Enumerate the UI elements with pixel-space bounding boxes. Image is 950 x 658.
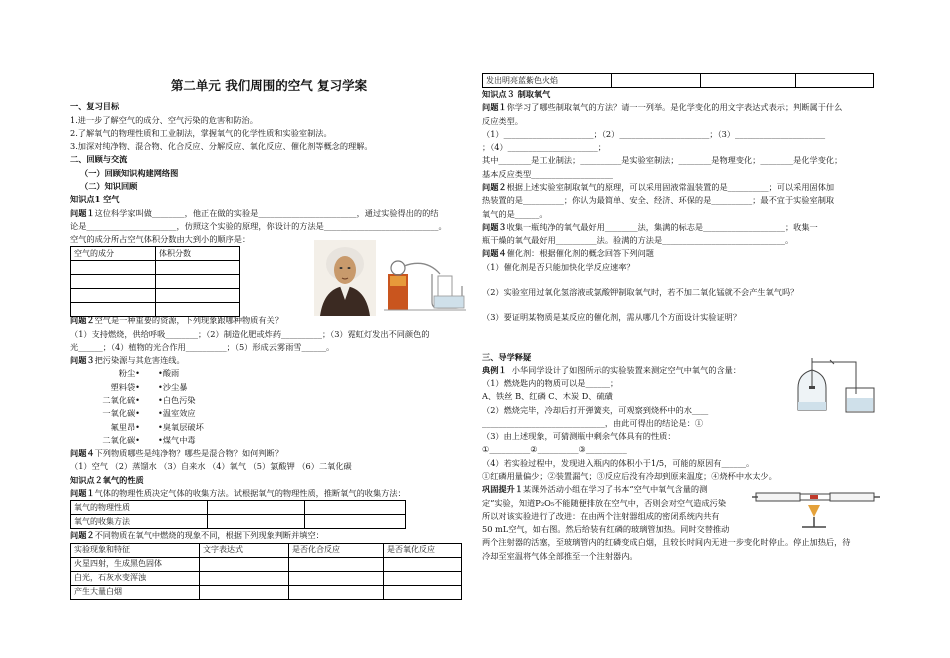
example-1-line-1: 典例１ 小华同学设计了如图所示的实验装置来测定空气中氧气的含量： bbox=[482, 364, 742, 375]
exercise-1-line-2: 定”实验，知道P₂O₅不能随便排放在空气中，否则会对空气造成污染 bbox=[482, 497, 727, 508]
syringe-apparatus-image bbox=[752, 483, 880, 529]
example-1-options: A、铁丝 B、红磷 C、木炭 D、硫磺 bbox=[482, 391, 613, 402]
exercise-1-line-5: 两个注射器的活塞，至玻璃管内的红磷变成白烟，且较长时间内无进一步变化时停止。停止加热后，待 bbox=[482, 537, 851, 548]
r-question-1-line-1: 问题１你学习了哪些制取氧气的方法？请一一列举。是化学变化的用文字表达式表示；判断属于什么 bbox=[482, 102, 843, 113]
physical-table-cell[interactable] bbox=[305, 501, 406, 515]
subsection-1: （一）回顾知识构建网络图 bbox=[80, 167, 179, 178]
r-question-2-line-3: 氧气的是______。 bbox=[482, 208, 548, 219]
pollution-harm[interactable]: •酸雨 bbox=[158, 368, 180, 379]
air-table-cell[interactable] bbox=[156, 289, 240, 303]
example-1-line-5: ______________________________，由此可得出的结论是：① bbox=[482, 417, 704, 428]
air-table-cell[interactable] bbox=[71, 303, 156, 317]
question-1-line-1: 问题１这位科学家叫做________，他正在做的实验是________________________，通过实验得出的的结 bbox=[70, 207, 439, 218]
matching-row bbox=[70, 421, 468, 434]
r-question-1-line-2: 反应类型。 bbox=[482, 115, 523, 126]
burning-phenomena-table bbox=[70, 543, 462, 600]
goal-2: 2.了解氧气的物理性质和工业制法，掌握氧气的化学性质和实验室制法。 bbox=[70, 127, 332, 138]
air-table-cell[interactable] bbox=[71, 275, 156, 289]
question-5-line-1: 问题１气体的物理性质决定气体的收集方法。试根据氧气的物理性质，推断氧气的收集方法： bbox=[70, 488, 406, 498]
question-2-line-2: （1）支持燃烧，供给呼吸________；（2）制造化肥或炸药__________；（3）霓虹灯发出不同颜色的 bbox=[70, 328, 430, 339]
pollutant-source[interactable]: 二氧化硫• bbox=[102, 395, 140, 406]
section-2-heading: 二、回顾与交流 bbox=[70, 154, 128, 165]
matching-row bbox=[70, 381, 468, 394]
oxygen-physical-table bbox=[70, 500, 406, 529]
r-question-3-line-1: 问题３收集一瓶纯净的氧气最好用________法，集满的标志是____________________；收集一 bbox=[482, 221, 818, 232]
air-composition-table bbox=[70, 246, 240, 317]
burn-table-cell[interactable] bbox=[701, 74, 796, 88]
pollutant-source[interactable]: 粉尘• bbox=[118, 368, 140, 379]
pollution-harm[interactable]: •白色污染 bbox=[158, 395, 196, 406]
burn-phenomenon: 产生大量白烟 bbox=[71, 585, 200, 599]
question-2-line-3: 光______；（4）植物的光合作用__________；（5）形成云雾雨雪______。 bbox=[70, 341, 335, 352]
pollution-harm[interactable]: •沙尘暴 bbox=[158, 381, 188, 392]
knowledge-point-2: 知识点２氧气的性质 bbox=[70, 474, 144, 485]
r-question-2-line-1: 问题２根据上述实验室制取氧气的原理，可以采用固液常温装置的是__________；可以采用固体加 bbox=[482, 181, 835, 192]
section-3-heading: 三、导学释疑 bbox=[482, 351, 532, 362]
air-table-cell[interactable] bbox=[156, 261, 240, 275]
burn-table-header: 是否化合反应 bbox=[289, 543, 384, 557]
knowledge-point-1: 知识点1 空气 bbox=[70, 194, 120, 205]
right-column bbox=[482, 73, 882, 563]
r-question-4-line-1: 问题４催化剂：根据催化剂的概念回答下列问题 bbox=[482, 248, 654, 259]
burn-table-cell[interactable] bbox=[384, 557, 462, 571]
burn-table-cell[interactable] bbox=[200, 585, 289, 599]
question-3-line-1: 问题３把污染源与其危害连线。 bbox=[70, 355, 185, 366]
matching-row bbox=[70, 434, 468, 447]
burn-table-cell[interactable] bbox=[796, 74, 874, 88]
r-question-1-line-3: （1）______________________；（2）______________________；（3）______________________ bbox=[482, 128, 826, 139]
r-question-1-line-4: ；（4）______________________； bbox=[482, 142, 606, 153]
catalyst-question-3: （3）要证明某物质是某反应的催化剂，需从哪几个方面设计实验证明？ bbox=[482, 312, 742, 323]
air-table-header-volume: 体积分数 bbox=[156, 247, 240, 261]
physical-table-cell[interactable] bbox=[208, 501, 305, 515]
document-title: 第二单元 我们周围的空气 复习学案 bbox=[170, 78, 368, 93]
air-table-cell[interactable] bbox=[156, 303, 240, 317]
question-2-line-1: 问题２空气是一种重要的资源，下列现象跟哪种物质有关？ bbox=[70, 315, 283, 326]
scientist-portrait-image bbox=[314, 240, 376, 316]
section-1-heading: 一、复习目标 bbox=[70, 101, 120, 112]
question-6-line-1: 问题２不同物质在氧气中燃烧的现象不同，根据下列现象判断并填空： bbox=[70, 530, 324, 541]
burn-table-header: 文字表达式 bbox=[200, 543, 289, 557]
goal-3: 3.加深对纯净物、混合物、化合反应、分解反应、氧化反应、催化剂等概念的理解。 bbox=[70, 141, 373, 152]
matching-row bbox=[70, 394, 468, 407]
air-table-cell[interactable] bbox=[71, 261, 156, 275]
burn-table-cell[interactable] bbox=[289, 585, 384, 599]
example-1-line-6: （3）由上述现象，可猜测瓶中剩余气体具有的性质： bbox=[482, 431, 676, 442]
pollutant-source[interactable]: 氟里昂• bbox=[110, 421, 140, 432]
pollutant-source[interactable]: 二氧化碳• bbox=[102, 434, 140, 445]
pollution-harm[interactable]: •煤气中毒 bbox=[158, 434, 196, 445]
catalyst-question-1: （1）催化剂是否只能加快化学反应速率？ bbox=[482, 261, 635, 272]
oxygen-measurement-apparatus-image bbox=[792, 358, 880, 416]
matching-row bbox=[70, 367, 468, 380]
question-4-line-1: 问题４下列物质哪些是纯净物？哪些是混合物？如何判断？ bbox=[70, 448, 283, 459]
physical-table-cell[interactable] bbox=[305, 515, 406, 529]
burn-table-cell[interactable] bbox=[289, 557, 384, 571]
pollutant-source[interactable]: 塑料袋• bbox=[110, 381, 140, 392]
pollutant-source[interactable]: 一氧化碳• bbox=[102, 408, 140, 419]
example-1-line-2: （1）燃烧匙内的物质可以是______； bbox=[482, 378, 619, 389]
example-1-line-4: （2）燃烧完毕，冷却后打开弹簧夹，可观察到烧杯中的水____ bbox=[482, 404, 709, 415]
subsection-2: （二）知识回顾 bbox=[80, 180, 138, 191]
question-1-line-3: 空气的成分所占空气体积分数由大到小的顺序是： bbox=[70, 234, 251, 245]
exercise-1-line-6: 冷却至室温将气体全部推至一个注射器内。 bbox=[482, 550, 638, 561]
pollution-harm[interactable]: •臭氧层破坏 bbox=[158, 421, 204, 432]
burn-table-header: 实验现象和特征 bbox=[71, 543, 200, 557]
burn-table-cell[interactable] bbox=[384, 571, 462, 585]
catalyst-question-2: （2）实验室用过氧化氢溶液或氯酸钾制取氧气时，若不加二氧化锰就不会产生氧气吗？ bbox=[482, 286, 799, 297]
burn-table-cell[interactable] bbox=[200, 571, 289, 585]
question-1-line-2: 论是______________________，仿照这个实验的原理，你设计的方法是____________________________。 bbox=[70, 220, 447, 231]
question-4-line-2: （1）空气 （2）蒸馏水 （3）自来水 （4）氧气 （5）氯酸钾 （6）二氧化碳 bbox=[70, 461, 352, 472]
burn-table-cell[interactable] bbox=[200, 557, 289, 571]
example-1-line-7: ①__________②__________③__________ bbox=[482, 444, 627, 455]
burn-phenomenon: 发出明亮蓝紫色火焰 bbox=[483, 74, 612, 88]
burn-phenomenon: 火星四射，生成黑色固体 bbox=[71, 557, 200, 571]
exercise-1-line-4: 50 mL空气，如右图。然后给装有红磷的玻璃管加热。同时交替推动 bbox=[482, 524, 730, 535]
lavoisier-apparatus-image bbox=[382, 252, 468, 314]
air-table-cell[interactable] bbox=[71, 289, 156, 303]
collection-method-label: 氧气的收集方法 bbox=[71, 515, 208, 529]
burn-table-cell[interactable] bbox=[289, 571, 384, 585]
pollution-matching-list bbox=[70, 367, 468, 447]
knowledge-point-3: 知识点３ 制取氧气 bbox=[482, 89, 551, 99]
r-question-3-line-2: 瓶干燥的氧气最好用__________法。验满的方法是______________________________。 bbox=[482, 235, 794, 246]
exercise-1-line-1: 巩固提升１某课外活动小组在学习了书本“空气中氧气含量的测 bbox=[482, 484, 708, 495]
burn-table-cell[interactable] bbox=[612, 74, 701, 88]
left-column bbox=[70, 0, 468, 600]
example-1-line-8: （4）若实验过程中，发现进入瓶内的体积小于1/5，可能的原因有______。 bbox=[482, 457, 755, 468]
burn-table-header: 是否氧化反应 bbox=[384, 543, 462, 557]
physical-property-label: 氧气的物理性质 bbox=[71, 501, 208, 515]
burn-phenomenon: 白光，石灰水变浑浊 bbox=[71, 571, 200, 585]
r-question-2-line-2: 热装置的是__________；你认为最简单、安全、经济、环保的是__________；最不宜于实验室制取 bbox=[482, 195, 835, 206]
exercise-1-line-3: 所以对该实验进行了改进：在由两个注射器组成的密闭系统内共有 bbox=[482, 510, 720, 521]
r-question-1-line-6: 基本反应类型____________________ bbox=[482, 168, 614, 179]
r-question-1-line-5: 其中________是工业制法；__________是实验室制法；________是物理变化；________是化学变化； bbox=[482, 155, 843, 166]
pollution-harm[interactable]: •温室效应 bbox=[158, 408, 196, 419]
air-table-header-component: 空气的成分 bbox=[71, 247, 156, 261]
example-1-line-9: ①红磷用量偏少；②装置漏气；③反应后没有冷却到原来温度；④烧杯中水太少。 bbox=[482, 471, 777, 482]
physical-table-cell[interactable] bbox=[208, 515, 305, 529]
matching-row bbox=[70, 407, 468, 420]
air-table-cell[interactable] bbox=[156, 275, 240, 289]
goal-1: 1.进一步了解空气的成分、空气污染的危害和防治。 bbox=[70, 114, 258, 125]
burn-table-cell[interactable] bbox=[384, 585, 462, 599]
continued-burn-table bbox=[482, 73, 874, 88]
